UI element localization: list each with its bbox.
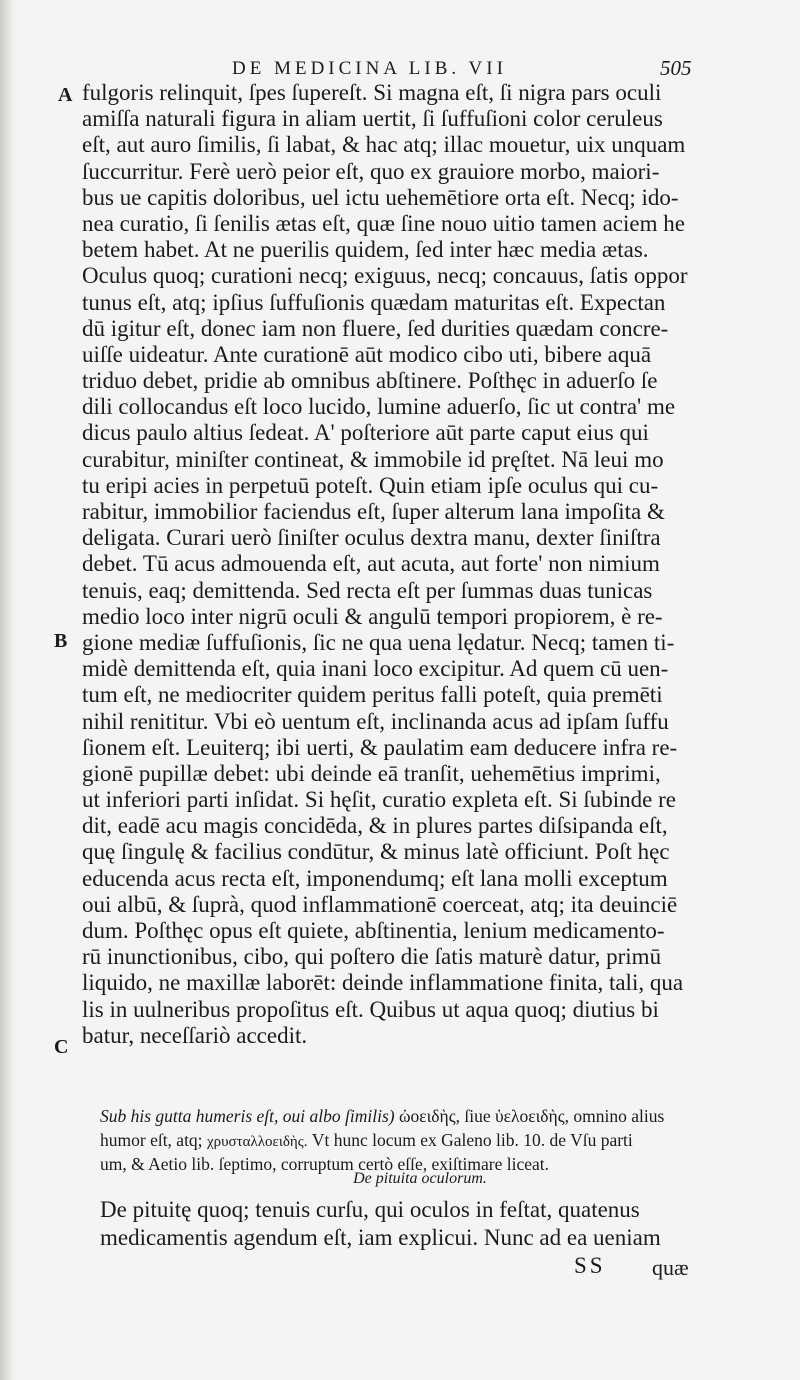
text-line: lis in uulneribus propoſitus eſt. Quibus ut aqua quoq; diutius bi bbox=[82, 996, 659, 1022]
annotation-lemma: Sub his gutta humeris eſt, oui albo ſimilis) bbox=[100, 1106, 395, 1126]
text-line: deligata. Curari uerò ſiniſter oculus dextra manu, dexter ſiniſtra bbox=[82, 525, 661, 551]
annotation-note bbox=[100, 1104, 700, 1176]
margin-letter-b: B bbox=[54, 630, 68, 652]
section-heading: De pituita oculorum. bbox=[353, 1170, 487, 1187]
annotation-line bbox=[100, 1128, 700, 1152]
text-line: betem habet. At ne puerilis quidem, ſed inter hæc media ætas. bbox=[82, 237, 649, 263]
margin-letter-c: C bbox=[54, 1036, 69, 1058]
text-line: De pituitę quoq; tenuis curſu, qui oculos in feſtat, quatenus bbox=[100, 1197, 640, 1222]
margin-letter-a: A bbox=[58, 84, 73, 106]
main-text-block bbox=[82, 80, 698, 1049]
signature-mark: SS bbox=[574, 1253, 606, 1278]
text-line: nihil renititur. Vbi eò uentum eſt, inclinanda acus ad ipſam ſuffu bbox=[82, 708, 669, 734]
text-line: Oculus quoq; curationi necq; exiguus, necq; concauus, ſatis oppor bbox=[82, 263, 688, 289]
text-line: nea curatio, ſi ſenilis ætas eſt, quæ ſine nouo uitio tamen aciem he bbox=[82, 210, 685, 236]
text-line: tu eripi acies in perpetuū poteſt. Quin etiam ipſe oculus qui cu- bbox=[82, 472, 659, 498]
text-line: batur, neceſſariò accedit. bbox=[82, 1022, 308, 1048]
text-line: medio loco inter nigrū oculi & angulū tempori propiorem, è re- bbox=[82, 603, 663, 629]
annotation-line: um, & Aetio lib. ſeptimo, corruptum certò eſſe, exiſtimare liceat. bbox=[100, 1154, 550, 1174]
text-line: oui albū, & ſuprà, quod inflammationē coerceat, atq; ita deuinciē bbox=[82, 891, 678, 917]
text-line: ſuccurritur. Ferè uerò peior eſt, quo ex grauiore morbo, maiori- bbox=[82, 158, 660, 184]
annotation-text: ὠοειδὴς, ſiue ὑελοειδὴς, omnino alius bbox=[398, 1106, 665, 1126]
text-line: midè demittenda eſt, quia inani loco excipitur. Ad quem cū uen- bbox=[82, 656, 669, 682]
text-line: tum eſt, ne mediocriter quidem peritus falli poteſt, quia premēti bbox=[82, 682, 663, 708]
annotation-line bbox=[100, 1104, 700, 1128]
text-line: dit, eadē acu magis concidēda, & in plures partes diſsipanda eſt, bbox=[82, 813, 668, 839]
text-line: bus ue capitis doloribus, uel ictu uehemētiore orta eſt. Necq; ido- bbox=[82, 184, 679, 210]
text-line: dicus paulo altius ſedeat. A' poſteriore aūt parte caput eius qui bbox=[82, 420, 649, 446]
text-line: quę ſingulę & facilius condūtur, & minus latè officiunt. Poſt hęc bbox=[82, 839, 670, 865]
catchword: quæ bbox=[652, 1255, 689, 1280]
text-line: dum. Poſthęc opus eſt quiete, abſtinentia, lenium medicamento- bbox=[82, 918, 665, 943]
text-line: uiſſe uideatur. Ante curationē aūt modico cibo uti, bibere aquā bbox=[82, 341, 652, 367]
text-line: triduo debet, pridie ab omnibus abſtinere. Poſthęc in aduerſo ſe bbox=[82, 368, 658, 394]
annotation-text: humor eſt, atq; bbox=[100, 1130, 203, 1150]
text-line: debet. Tū acus admouenda eſt, aut acuta, aut forte' non nimium bbox=[82, 551, 660, 577]
text-line: tunus eſt, atq; ipſius ſuffuſionis quædam maturitas eſt. Expectan bbox=[82, 289, 666, 315]
running-title: DE MEDICINA LIB. VII bbox=[232, 58, 507, 79]
page-number: 505 bbox=[660, 56, 692, 80]
text-line: educenda acus recta eſt, imponendumq; eſt lana molli exceptum bbox=[82, 865, 668, 891]
text-line: ſionem eſt. Leuiterq; ibi uerti, & paulatim eam deducere infra re- bbox=[82, 734, 678, 760]
text-line: amiſſa naturali figura in aliam uertit, ſi ſuffuſioni color ceruleus bbox=[82, 106, 663, 132]
text-line: gione mediæ ſuffuſionis, ſic ne qua uena lędatur. Necq; tamen ti- bbox=[82, 629, 675, 655]
text-line: rū inunctionibus, cibo, qui poſtero die ſatis maturè datur, primū bbox=[82, 944, 662, 970]
text-line: rabitur, immobilior faciendus eſt, ſuper alterum lana impoſita & bbox=[82, 499, 665, 524]
closing-text-block bbox=[100, 1196, 700, 1252]
text-line: tenuis, eaq; demittenda. Sed recta eſt per ſummas duas tunicas bbox=[82, 577, 653, 603]
text-line: fulgoris relinquit, ſpes ſupereſt. Si magna eſt, ſi nigra pars oculi bbox=[82, 80, 662, 105]
annotation-text: Vt hunc locum ex Galeno lib. 10. de Vſu parti bbox=[311, 1130, 633, 1150]
text-line: dili collocandus eſt loco lucido, lumine aduerſo, ſic ut contra' me bbox=[82, 394, 676, 420]
text-line: ut inferiori parti inſidat. Si hęſit, curatio expleta eſt. Si ſubinde re bbox=[82, 787, 677, 813]
text-line: liquido, ne maxillæ laborēt: deinde inflammatione finita, tali, qua bbox=[82, 970, 684, 996]
text-line: curabitur, miniſter contineat, & immobile id pręſtet. Nā leui mo bbox=[82, 446, 664, 472]
text-line: eſt, aut auro ſimilis, ſi labat, & hac atq; illac mouetur, uix unquam bbox=[82, 132, 686, 158]
text-line: dū igitur eſt, donec iam non fluere, ſed durities quædam concre- bbox=[82, 315, 669, 341]
text-line: gionē pupillæ debet: ubi deinde eā tranſit, uehemētius imprimi, bbox=[82, 760, 661, 786]
annotation-greek-word: χρυσταλλοειδὴς. bbox=[206, 1134, 308, 1150]
text-line: medicamentis agendum eſt, iam explicui. Nunc ad ea ueniam bbox=[100, 1225, 661, 1250]
